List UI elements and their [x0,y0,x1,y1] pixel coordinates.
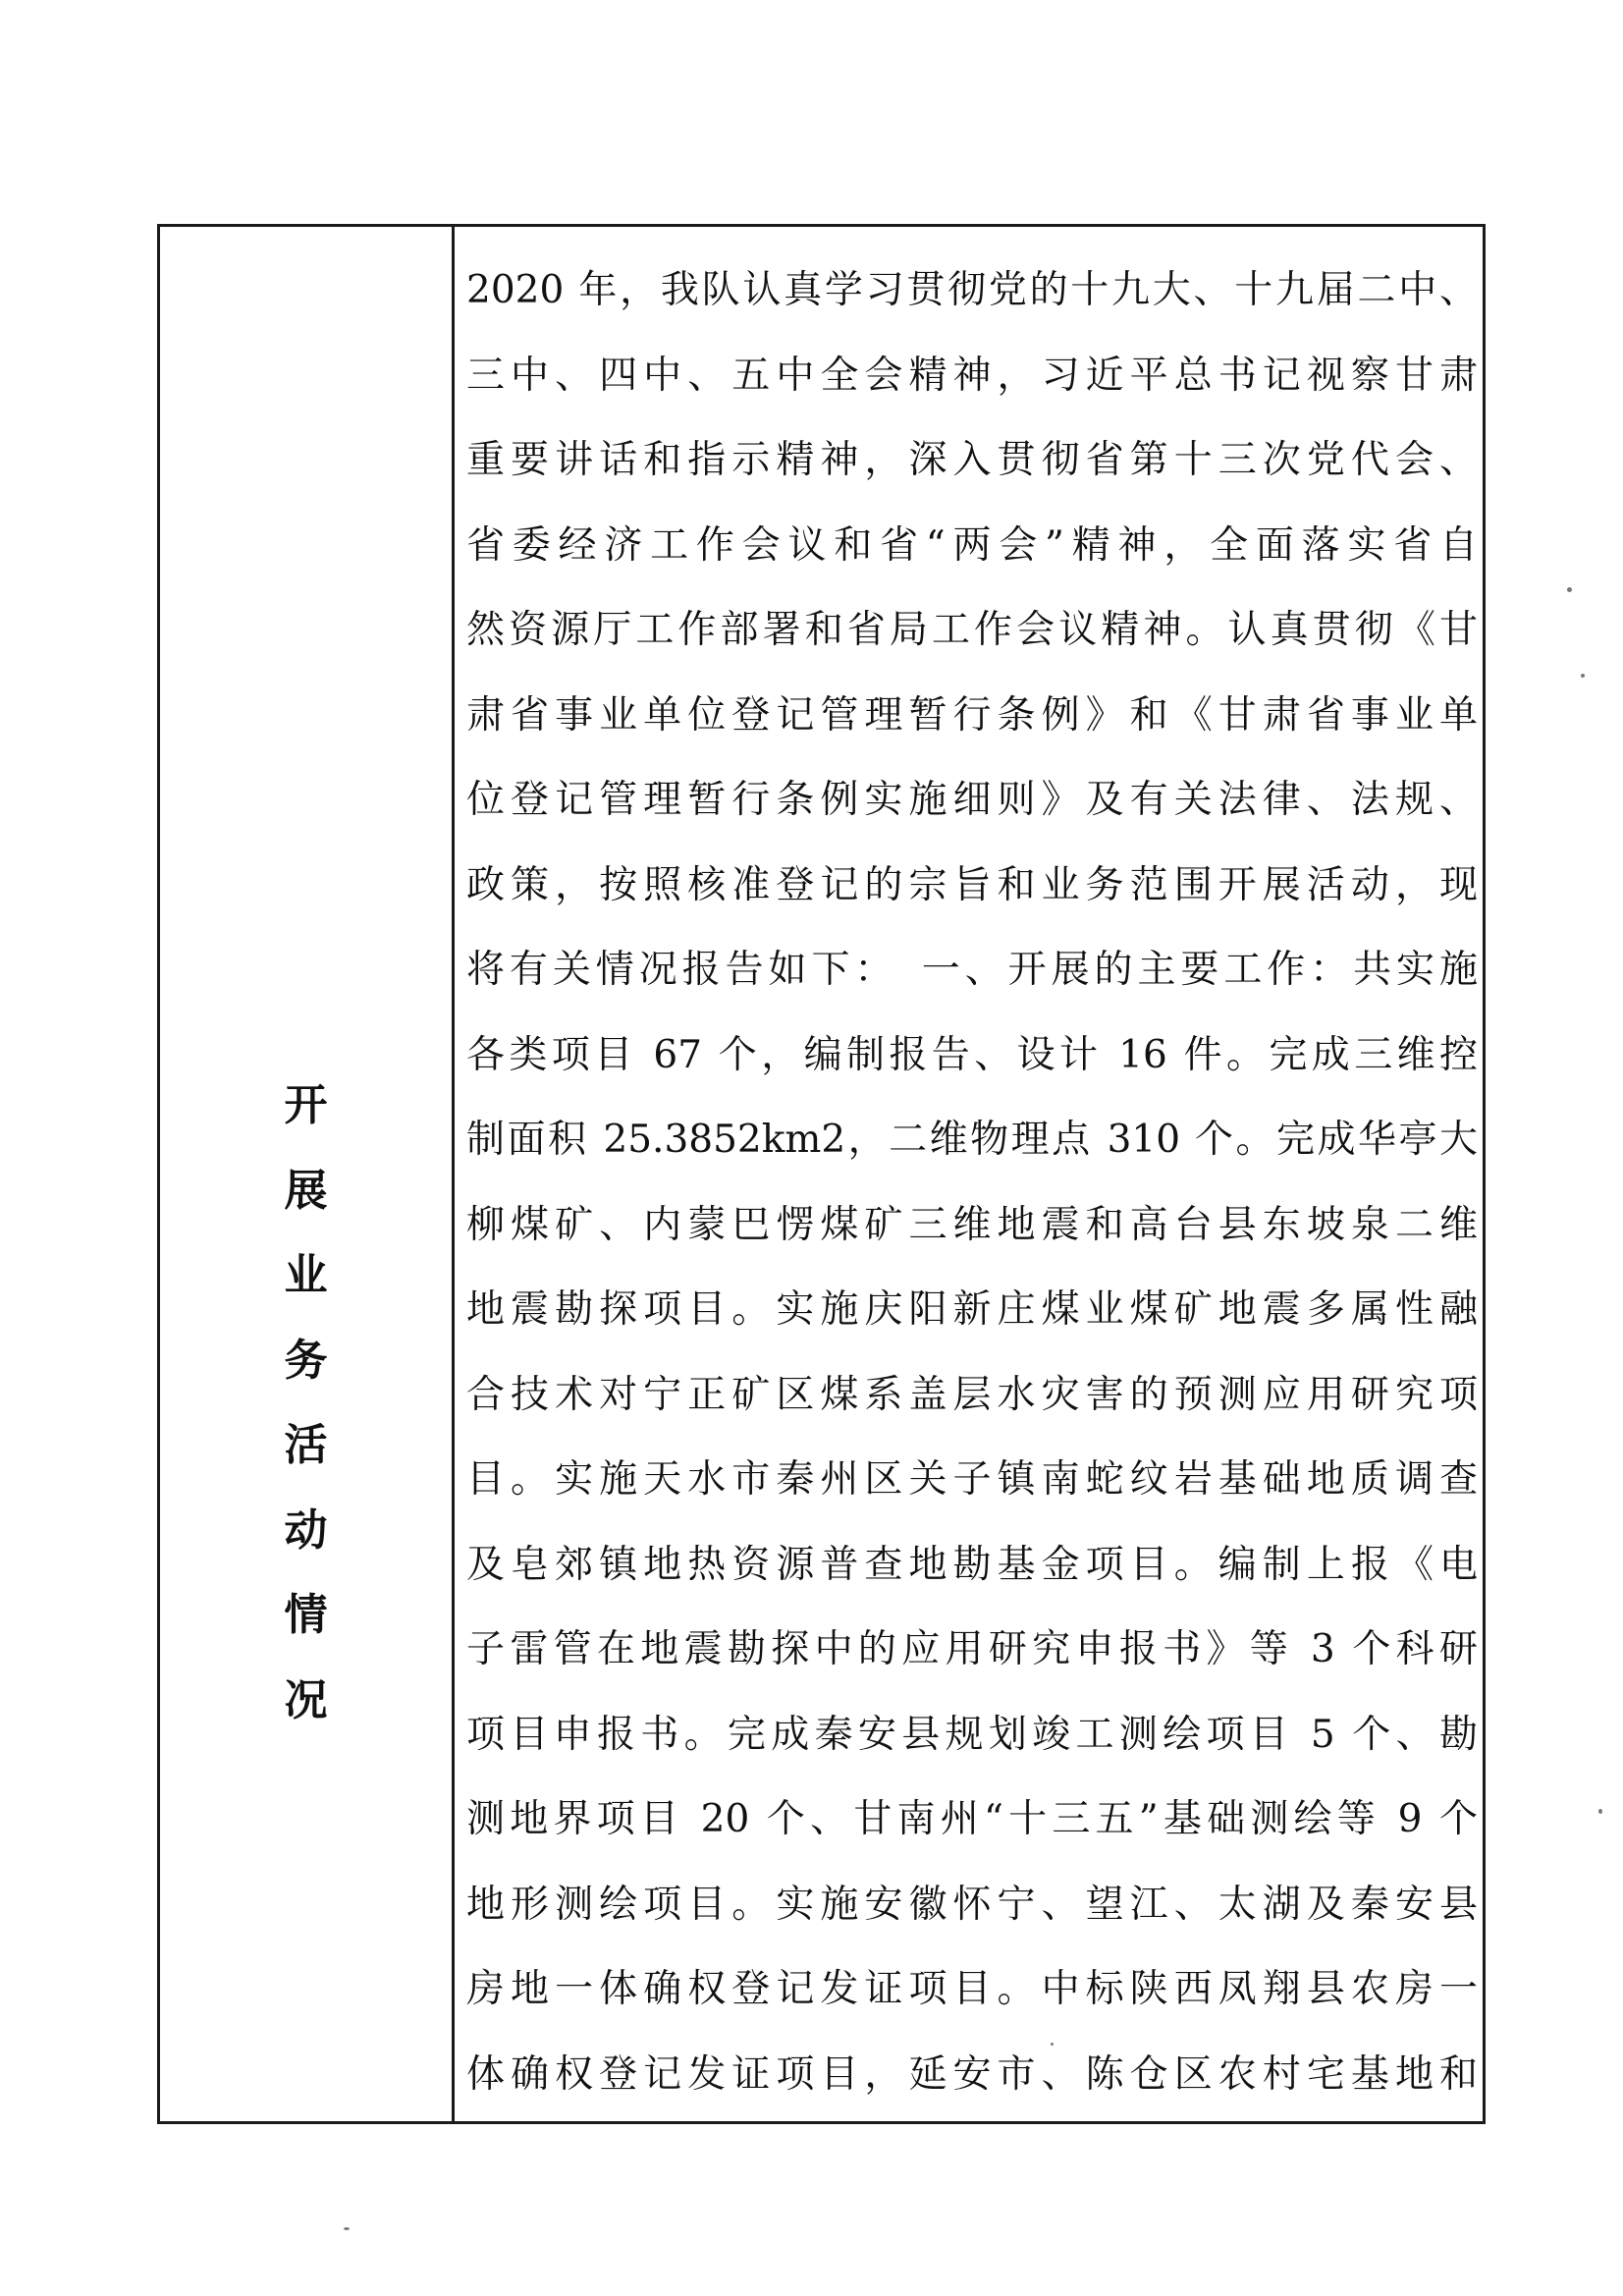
report-line: 重要讲话和指示精神，深入贯彻省第十三次党代会、 [466,438,1478,482]
report-line: 地形测绘项目。实施安徽怀宁、望江、太湖及秦安县 [466,1882,1478,1927]
section-label-char: 展 [284,1165,328,1216]
section-label-char: 活 [284,1420,328,1470]
report-line: 各类项目 67 个，编制报告、设计 16 件。完成三维控 [466,1032,1478,1077]
scan-speck [1567,587,1572,592]
report-line: 合技术对宁正矿区煤系盖层水灾害的预测应用研究项 [466,1372,1478,1417]
report-line: 房地一体确权登记发证项目。中标陕西凤翔县农房一 [466,1967,1478,2011]
report-line: 2020 年，我队认真学习贯彻党的十九大、十九届二中、 [466,268,1478,312]
section-label-char: 动 [284,1504,328,1556]
report-line: 政策，按照核准登记的宗旨和业务范围开展活动，现 [466,862,1478,907]
report-line: 及皂郊镇地热资源普查地勘基金项目。编制上报《电 [466,1542,1478,1587]
section-label-cell [160,227,455,2121]
report-line: 目。实施天水市秦州区关子镇南蛇纹岩基础地质调查 [466,1457,1478,1502]
report-line: 将有关情况报告如下： 一、开展的主要工作：共实施 [466,948,1478,992]
report-line: 柳煤矿、内蒙巴愣煤矿三维地震和高台县东坡泉二维 [466,1202,1478,1247]
report-line: 肃省事业单位登记管理暂行条例》和《甘肃省事业单 [466,692,1478,738]
section-label [160,1064,452,1743]
section-label-char: 开 [284,1080,328,1130]
report-line: 三中、四中、五中全会精神，习近平总书记视察甘肃 [466,353,1478,398]
section-label-char: 务 [284,1335,328,1386]
report-content-cell [455,227,1483,2121]
report-line: 省委经济工作会议和省“两会”精神，全面落实省自 [466,522,1478,568]
report-line: 测地界项目 20 个、甘南州“十三五”基础测绘等 9 个 [466,1797,1478,1841]
report-line: 然资源厅工作部署和省局工作会议精神。认真贯彻《甘 [466,608,1478,652]
report-line: 项目申报书。完成秦安县规划竣工测绘项目 5 个、勘 [466,1712,1478,1757]
scan-speck [1051,2043,1054,2046]
report-line: 体确权登记发证项目，延安市、陈仓区农村宅基地和 [466,2051,1478,2097]
scan-speck [1598,1809,1602,1814]
scan-speck [1581,674,1585,678]
section-label-char: 况 [284,1674,328,1725]
report-line: 位登记管理暂行条例实施细则》及有关法律、法规、 [466,778,1478,822]
report-body [466,248,1478,2117]
report-line: 制面积 25.3852km2，二维物理点 310 个。完成华亭大 [466,1118,1478,1162]
section-label-char: 情 [284,1590,328,1640]
scan-speck [344,2227,350,2230]
report-table [157,224,1486,2124]
section-label-char: 业 [284,1250,328,1300]
report-line: 地震勘探项目。实施庆阳新庄煤业煤矿地震多属性融 [466,1287,1478,1332]
report-line: 子雷管在地震勘探中的应用研究申报书》等 3 个科研 [466,1627,1478,1671]
